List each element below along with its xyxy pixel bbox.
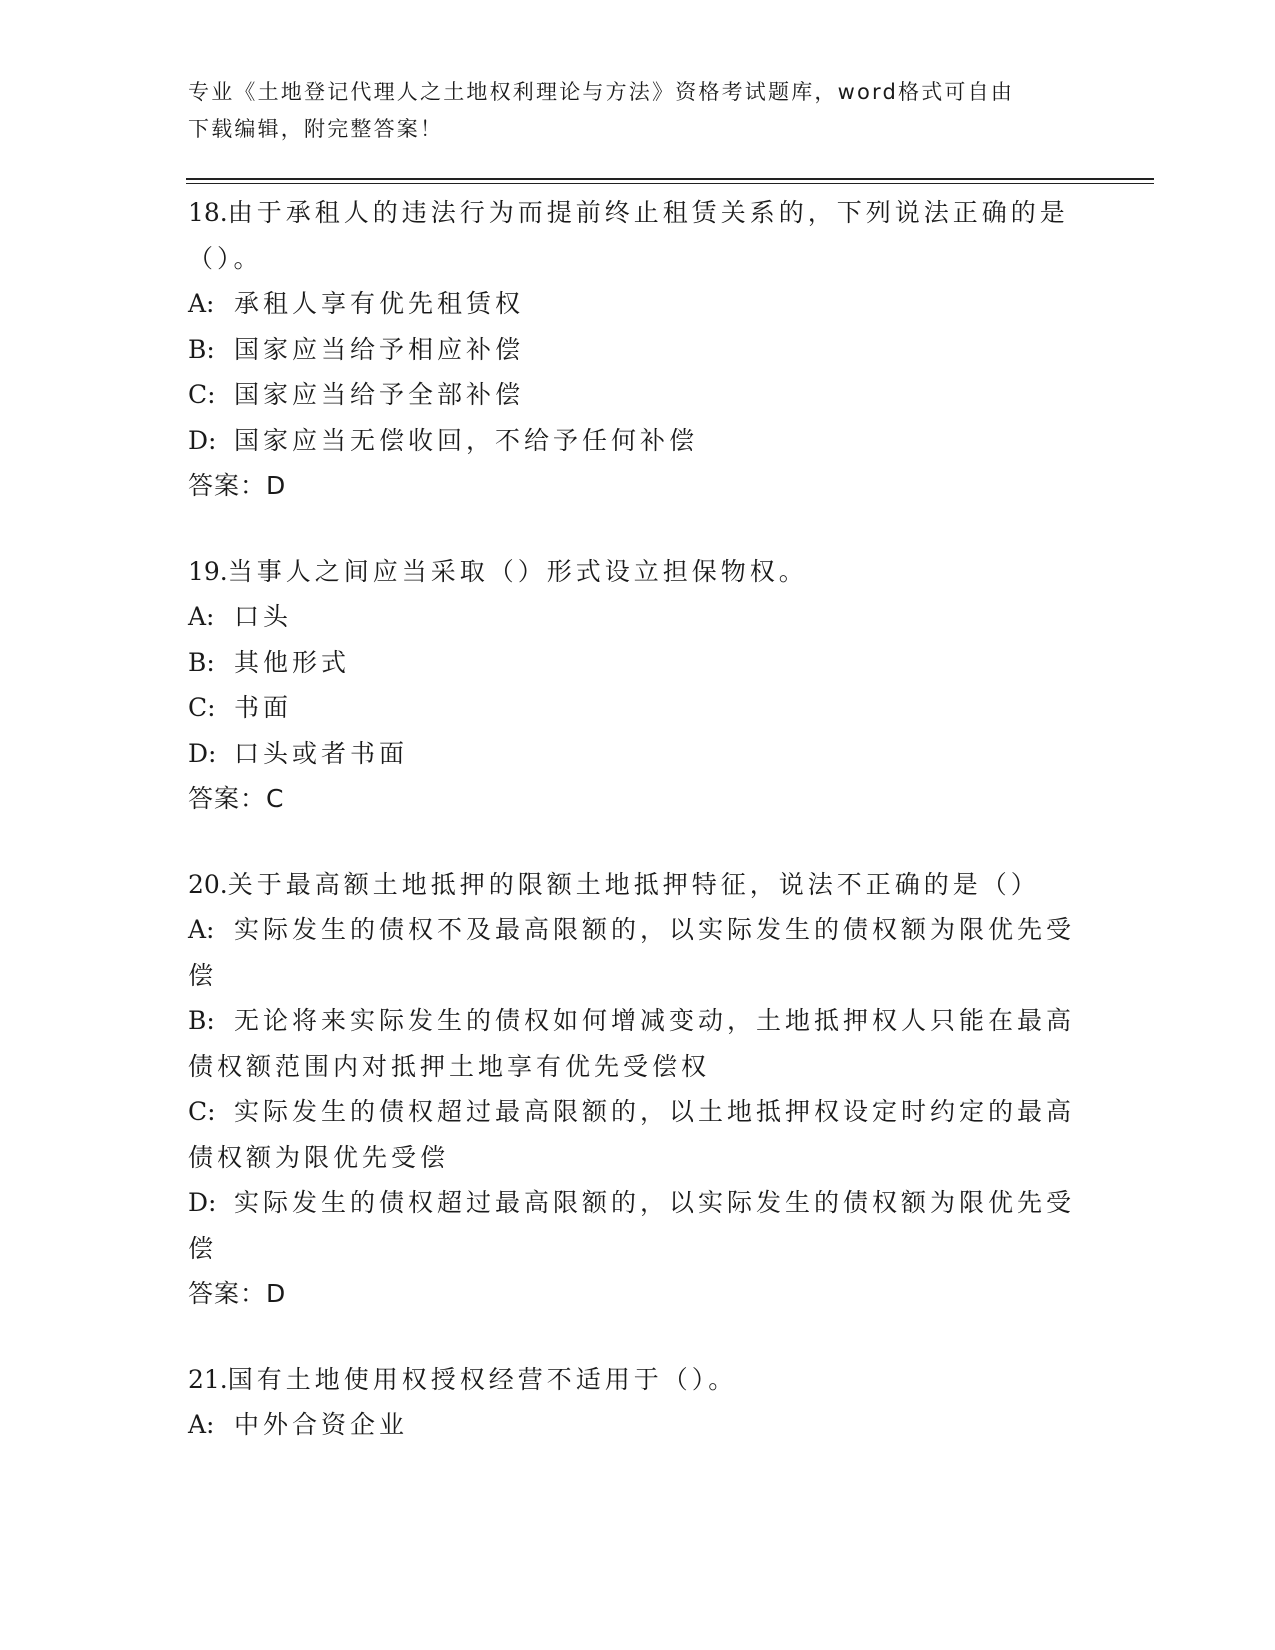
question-stem: 由于承租人的违法行为而提前终止租赁关系的，下列说法正确的是: [227, 198, 1069, 227]
question-text: [188, 190, 1088, 236]
question-stem: 国有土地使用权授权经营不适用于（）。: [227, 1364, 738, 1394]
answer-line: 答案：D: [188, 471, 287, 500]
option-d: [188, 1180, 1088, 1226]
option-b: [188, 640, 1088, 686]
option-letter: B:: [188, 1006, 215, 1035]
option-text: 实际发生的债权超过最高限额的，以土地抵押权设定时约定的最高: [234, 1097, 1076, 1126]
option-text: 口头: [234, 602, 293, 631]
option-letter: D:: [188, 1188, 217, 1217]
answer-line: 答案：C: [188, 784, 285, 813]
option-letter: D:: [188, 425, 217, 455]
option-text: 国家应当无偿收回，不给予任何补偿: [234, 425, 699, 455]
option-letter: B:: [188, 334, 215, 364]
option-a-continued: 偿: [188, 960, 218, 990]
option-letter: C:: [188, 693, 216, 722]
option-letter: C:: [188, 380, 216, 409]
option-letter: A:: [188, 915, 215, 944]
option-b: [188, 327, 1088, 373]
option-b: [188, 998, 1088, 1044]
option-letter: C:: [188, 1097, 216, 1126]
option-text: 中外合资企业: [234, 1410, 409, 1439]
header-divider-thin: [186, 183, 1154, 184]
option-text: 口头或者书面: [234, 738, 409, 768]
option-a: [188, 594, 1088, 640]
option-letter: B:: [188, 647, 215, 677]
option-a: [188, 281, 1088, 327]
option-letter: A:: [188, 1410, 215, 1439]
answer-line: 答案：D: [188, 1279, 287, 1308]
question-stem: 当事人之间应当采取（）形式设立担保物权。: [227, 556, 808, 586]
question-text-continued: （）。: [188, 243, 263, 273]
option-text: 无论将来实际发生的债权如何增减变动，土地抵押权人只能在最高: [234, 1006, 1076, 1035]
option-text: 书面: [234, 693, 293, 722]
option-letter: A:: [188, 602, 215, 631]
question-number: 21.: [188, 1364, 228, 1394]
option-text: 其他形式: [234, 647, 351, 677]
option-letter: D:: [188, 738, 217, 768]
option-d-continued: 偿: [188, 1233, 218, 1263]
question-19: [188, 549, 1088, 822]
question-18: [188, 190, 1088, 509]
option-text: 国家应当给予全部补偿: [234, 380, 525, 409]
option-c: [188, 685, 1088, 731]
question-21: [188, 1357, 1088, 1448]
option-a: [188, 907, 1088, 953]
question-list: [188, 190, 1088, 1488]
question-number: 19.: [188, 556, 228, 586]
option-text: 实际发生的债权不及最高限额的，以实际发生的债权额为限优先受: [234, 915, 1076, 944]
header-line-2: 下载编辑，附完整答案！: [188, 117, 444, 141]
option-text: 承租人享有优先租赁权: [234, 289, 525, 318]
option-d: [188, 418, 1088, 464]
header-line-1: 专业《土地登记代理人之土地权利理论与方法》资格考试题库，word格式可自由: [188, 80, 1015, 104]
question-20: [188, 862, 1088, 1317]
question-number: 18.: [188, 198, 228, 227]
option-c: [188, 1089, 1088, 1135]
option-letter: A:: [188, 289, 215, 318]
option-c-continued: 债权额为限优先受偿: [188, 1142, 450, 1172]
option-a: [188, 1402, 1088, 1448]
option-text: 国家应当给予相应补偿: [234, 334, 525, 364]
question-text: [188, 1357, 1088, 1403]
question-text: [188, 549, 1088, 595]
option-b-continued: 债权额范围内对抵押土地享有优先受偿权: [188, 1051, 711, 1081]
question-text: [188, 862, 1088, 908]
question-number: 20.: [188, 869, 228, 899]
document-header: [188, 74, 1088, 148]
header-divider-thick: [186, 178, 1154, 180]
option-c: [188, 372, 1088, 418]
question-stem: 关于最高额土地抵押的限额土地抵押特征，说法不正确的是（）: [227, 869, 1040, 899]
option-text: 实际发生的债权超过最高限额的，以实际发生的债权额为限优先受: [234, 1188, 1076, 1217]
option-d: [188, 731, 1088, 777]
